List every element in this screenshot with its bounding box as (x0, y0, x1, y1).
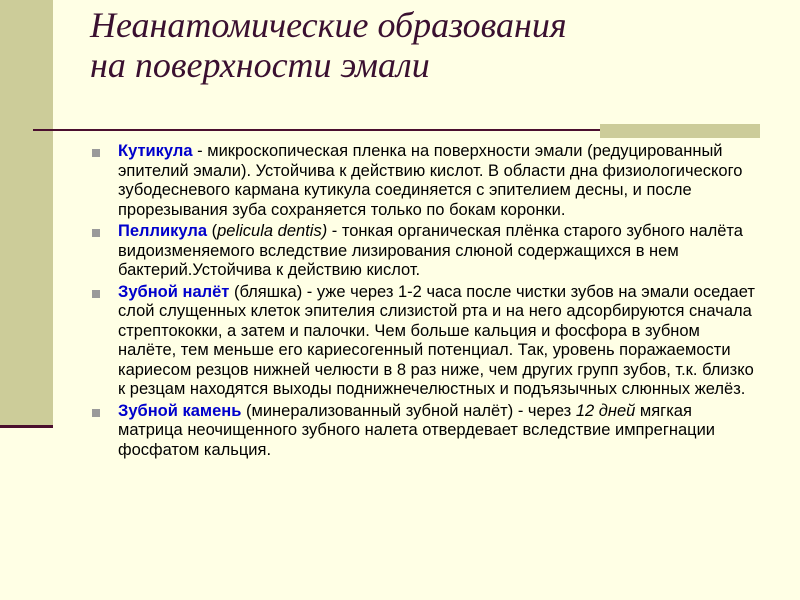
square-bullet-icon (92, 409, 100, 417)
list-item-plaque (92, 283, 760, 400)
term-cuticle: Кутикула (118, 142, 193, 160)
bullet-list (92, 142, 760, 462)
slide-title-line-2: на поверхности эмали (90, 45, 430, 86)
term-plaque: Зубной налёт (118, 282, 230, 301)
square-bullet-icon (92, 149, 100, 157)
calculus-description: (минерализованный зубной налёт) - через (241, 401, 576, 420)
plaque-description: (бляшка) - уже через 1-2 часа после чистки зубов на эмали оседает слой слущенных клеток эпителия слизистой рта и на него адсорбируются сначала стрептококки, а затем и палочки. Чем больше кальция и фосфора в зубном налёте, тем меньше его кариесогенный потенциал. Так, уровень поражаемости кариесом резцов нижней челюсти в 8 раз ниже, чем других групп зубов, т.к. близко к резцам находятся выходы поднижнечелюстных и подъязычных слюнных желёз. (118, 282, 755, 398)
term-pellicle: Пелликула (118, 222, 208, 240)
pellicle-description: - тонкая органическая плёнка старого зубного налёта видоизменяемого вследствие лизирования слюной содержащихся в нем бактерий.Устойчива к действию кислот. (118, 222, 743, 279)
slide-title (90, 5, 567, 86)
square-bullet-icon (92, 229, 100, 237)
calculus-days: 12 дней (575, 401, 636, 420)
list-item-pellicle (92, 222, 760, 281)
pellicle-latin-name: pelicula dentis) (217, 222, 328, 240)
pellicle-paren-open: ( (207, 222, 218, 240)
cuticle-description: - микроскопическая пленка на поверхности эмали (редуцированный эпителий эмали). Устойчива к действию кислот. В области дна физиологического зубодесневого кармана кутикула соединяется с эпителием десны, и после прорезывания зуба сохраняется только по бокам коронки. (118, 142, 743, 219)
square-bullet-icon (92, 290, 100, 298)
list-item-cuticle (92, 142, 760, 220)
calculus-description-end: мягкая матрица неочищенного зубного налета отвердевает вследствие импрегнации фосфатом кальция. (118, 401, 716, 459)
slide-title-line-1: Неанатомические образования (90, 5, 567, 45)
term-calculus: Зубной камень (118, 401, 242, 420)
title-accent-box (600, 124, 760, 138)
left-accent-underline (0, 425, 53, 428)
list-item-calculus (92, 402, 760, 461)
left-accent-bar (0, 0, 53, 427)
